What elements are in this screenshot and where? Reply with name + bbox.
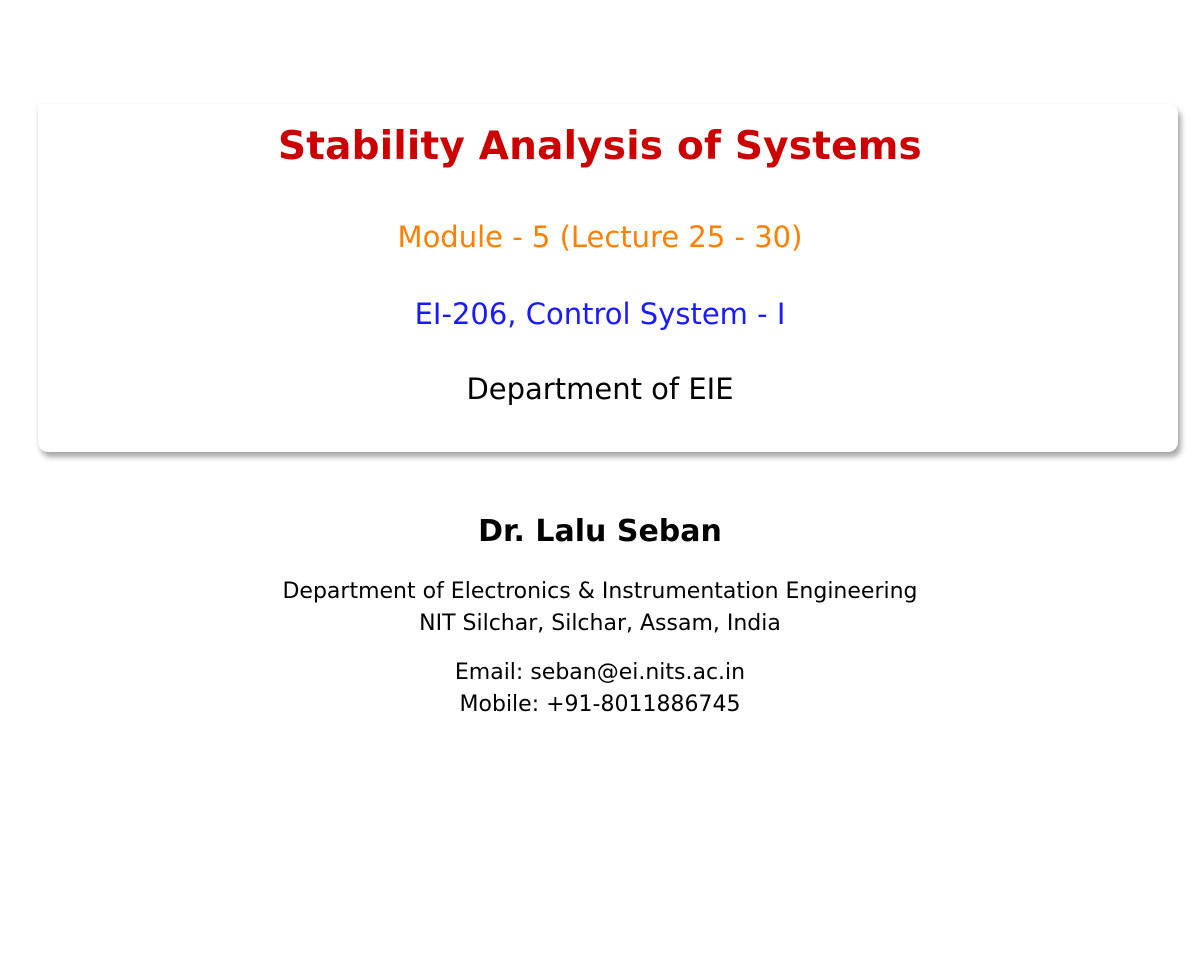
institute-location: NIT Silchar, Silchar, Assam, India	[419, 611, 781, 636]
author-mobile: Mobile: +91-8011886745	[459, 692, 741, 717]
slide-title: Stability Analysis of Systems	[278, 124, 922, 169]
institute-department: Department of Electronics & Instrumentation Engineering	[282, 579, 918, 604]
slide-subtitle: Module - 5 (Lecture 25 - 30)	[397, 220, 803, 254]
author-name: Dr. Lalu Seban	[478, 514, 722, 549]
author-email: Email: seban@ei.nits.ac.in	[454, 660, 746, 685]
course-name: EI-206, Control System - I	[414, 297, 786, 331]
department-short: Department of EIE	[466, 372, 734, 406]
